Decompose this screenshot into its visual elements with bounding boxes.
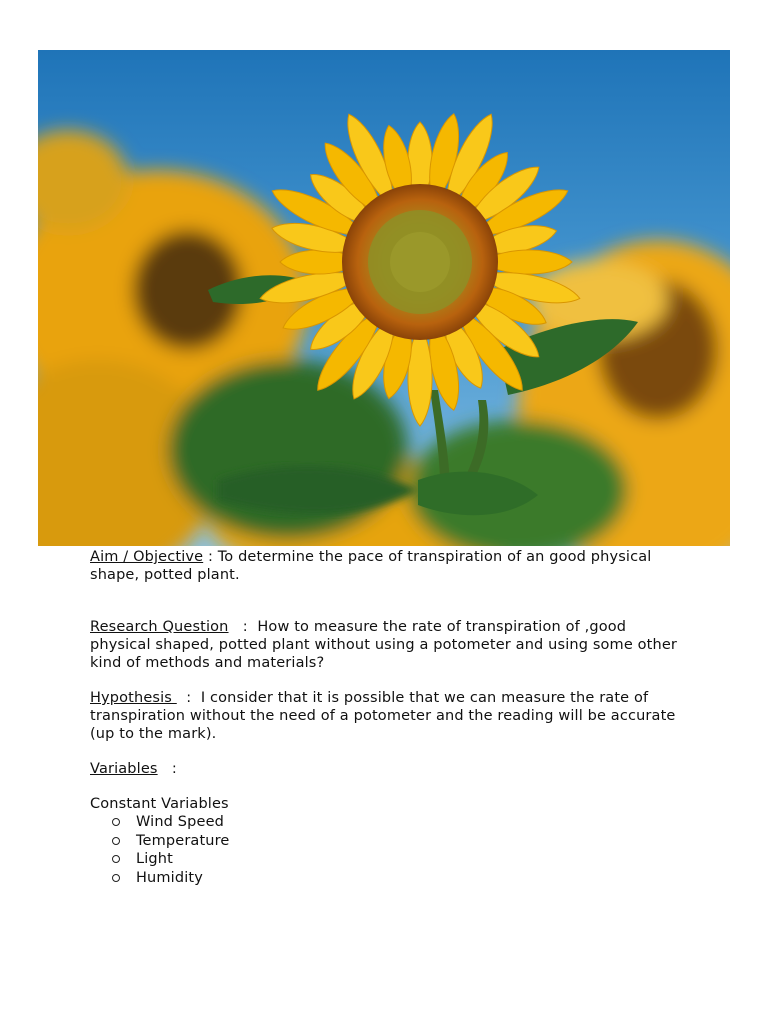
list-item xyxy=(112,869,690,888)
hypothesis-text: I consider that it is possible that we can measure the rate of transpiration without the need of a potometer and the reading will be accurate (up to the mark). xyxy=(90,690,676,742)
circle-bullet-icon xyxy=(112,837,120,845)
list-item-label: Wind Speed xyxy=(136,814,225,830)
constant-variables-list xyxy=(90,813,690,887)
circle-bullet-icon xyxy=(112,874,120,882)
list-item xyxy=(112,832,690,851)
variables-heading xyxy=(90,760,690,778)
aim-paragraph xyxy=(90,548,690,584)
research-question-text: How to measure the rate of transpiration of ,good physical shaped, potted plant without using a potometer and using some other kind of methods and materials? xyxy=(90,619,678,671)
variables-label: Variables xyxy=(90,761,158,777)
list-item-label: Temperature xyxy=(136,832,230,849)
research-question-separator: : xyxy=(228,619,258,635)
aim-text: : To determine the pace of transpiration of an good physical shape, potted plant. xyxy=(90,549,652,583)
hypothesis-label: Hypothesis xyxy=(90,690,177,706)
document-body xyxy=(90,548,690,887)
list-item-label: Humidity xyxy=(136,869,203,886)
aim-label: Aim / Objective xyxy=(90,549,204,565)
hypothesis-separator: : xyxy=(176,690,201,706)
circle-bullet-icon xyxy=(112,818,120,826)
research-question-label: Research Question xyxy=(90,619,229,635)
sunflower-photo xyxy=(38,50,730,546)
research-question-paragraph xyxy=(90,618,690,672)
variables-separator: : xyxy=(157,761,177,777)
constant-variables-heading: Constant Variables xyxy=(90,796,229,812)
list-item-label: Light xyxy=(136,851,173,867)
list-item xyxy=(112,813,690,832)
hypothesis-paragraph xyxy=(90,689,690,743)
circle-bullet-icon xyxy=(112,855,120,863)
list-item xyxy=(112,850,690,869)
